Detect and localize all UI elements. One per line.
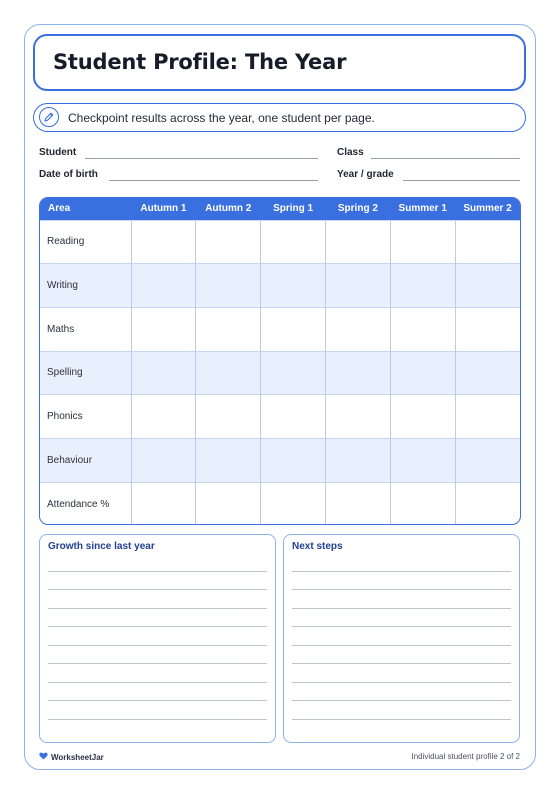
row-label-reading: Reading: [40, 220, 131, 264]
page-indicator: Individual student profile 2 of 2: [411, 752, 520, 761]
table-row: [40, 307, 520, 351]
year-grade-label: Year / grade: [337, 169, 394, 180]
header-spring-1: Spring 1: [261, 198, 326, 220]
table-cell[interactable]: [390, 264, 455, 308]
footer-brand: [39, 752, 104, 762]
table-cell[interactable]: [261, 264, 326, 308]
table-cell[interactable]: [455, 438, 520, 482]
table-cell[interactable]: [196, 351, 261, 395]
writing-line: [48, 663, 267, 664]
row-label-maths: Maths: [40, 307, 131, 351]
next-steps-title: Next steps: [292, 541, 343, 552]
brand-name: WorksheetJar: [51, 752, 104, 762]
subtitle-bar: [33, 103, 526, 132]
table-cell[interactable]: [390, 220, 455, 264]
table-cell[interactable]: [325, 395, 390, 439]
pencil-icon: [39, 107, 59, 127]
subtitle-text: Checkpoint results across the year, one student per page.: [68, 111, 375, 125]
writing-line: [292, 663, 511, 664]
writing-line: [292, 719, 511, 720]
writing-line: [48, 700, 267, 701]
header-area: Area: [40, 198, 131, 220]
table-cell[interactable]: [196, 307, 261, 351]
header-autumn-2: Autumn 2: [196, 198, 261, 220]
table-cell[interactable]: [261, 438, 326, 482]
table-cell[interactable]: [261, 220, 326, 264]
table-row: [40, 351, 520, 395]
date-of-birth-field[interactable]: [109, 180, 318, 181]
table-cell[interactable]: [325, 307, 390, 351]
class-field[interactable]: [371, 158, 520, 159]
table-cell[interactable]: [455, 482, 520, 525]
table-cell[interactable]: [196, 220, 261, 264]
header-autumn-1: Autumn 1: [131, 198, 196, 220]
row-label-behaviour: Behaviour: [40, 438, 131, 482]
table-row: [40, 482, 520, 525]
table-cell[interactable]: [261, 482, 326, 525]
table-cell[interactable]: [196, 438, 261, 482]
table-cell[interactable]: [390, 482, 455, 525]
writing-line: [48, 608, 267, 609]
table-row: [40, 395, 520, 439]
header-summer-1: Summer 1: [390, 198, 455, 220]
table-cell[interactable]: [455, 395, 520, 439]
table-cell[interactable]: [261, 351, 326, 395]
student-label: Student: [39, 147, 77, 158]
table-row: [40, 220, 520, 264]
writing-line: [48, 645, 267, 646]
table-cell[interactable]: [261, 307, 326, 351]
table-cell[interactable]: [390, 351, 455, 395]
growth-box[interactable]: [39, 534, 276, 743]
writing-line: [292, 589, 511, 590]
table-cell[interactable]: [390, 438, 455, 482]
table-cell[interactable]: [325, 264, 390, 308]
table-cell[interactable]: [196, 482, 261, 525]
table-cell[interactable]: [131, 395, 196, 439]
title-box: [33, 34, 526, 91]
next-steps-box[interactable]: [283, 534, 520, 743]
table-row: [40, 438, 520, 482]
writing-line: [292, 645, 511, 646]
table-cell[interactable]: [455, 264, 520, 308]
writing-line: [292, 571, 511, 572]
year-grade-field[interactable]: [403, 180, 520, 181]
row-label-attendance: Attendance %: [40, 482, 131, 525]
writing-line: [292, 608, 511, 609]
writing-line: [292, 700, 511, 701]
table-cell[interactable]: [325, 482, 390, 525]
writing-line: [48, 571, 267, 572]
table-cell[interactable]: [325, 220, 390, 264]
table-cell[interactable]: [196, 395, 261, 439]
header-summer-2: Summer 2: [455, 198, 520, 220]
table-row: [40, 264, 520, 308]
table-cell[interactable]: [131, 264, 196, 308]
row-label-spelling: Spelling: [40, 351, 131, 395]
table-cell[interactable]: [455, 220, 520, 264]
class-label: Class: [337, 147, 364, 158]
row-label-phonics: Phonics: [40, 395, 131, 439]
table-cell[interactable]: [325, 351, 390, 395]
writing-line: [48, 626, 267, 627]
table-header-row: [40, 198, 520, 220]
table-cell[interactable]: [131, 438, 196, 482]
writing-line: [48, 589, 267, 590]
table-cell[interactable]: [455, 307, 520, 351]
table-cell[interactable]: [325, 438, 390, 482]
table-cell[interactable]: [131, 482, 196, 525]
writing-line: [292, 626, 511, 627]
table-cell[interactable]: [390, 395, 455, 439]
table-cell[interactable]: [131, 307, 196, 351]
heart-icon: [39, 752, 48, 762]
table-cell[interactable]: [196, 264, 261, 308]
table-cell[interactable]: [455, 351, 520, 395]
table-cell[interactable]: [131, 351, 196, 395]
header-spring-2: Spring 2: [325, 198, 390, 220]
student-field[interactable]: [85, 158, 318, 159]
table-cell[interactable]: [131, 220, 196, 264]
row-label-writing: Writing: [40, 264, 131, 308]
checkpoint-table: [39, 197, 521, 525]
date-of-birth-label: Date of birth: [39, 169, 98, 180]
growth-title: Growth since last year: [48, 541, 155, 552]
writing-line: [292, 682, 511, 683]
writing-line: [48, 682, 267, 683]
page-title: Student Profile: The Year: [53, 50, 347, 74]
table-cell[interactable]: [261, 395, 326, 439]
table-cell[interactable]: [390, 307, 455, 351]
writing-line: [48, 719, 267, 720]
